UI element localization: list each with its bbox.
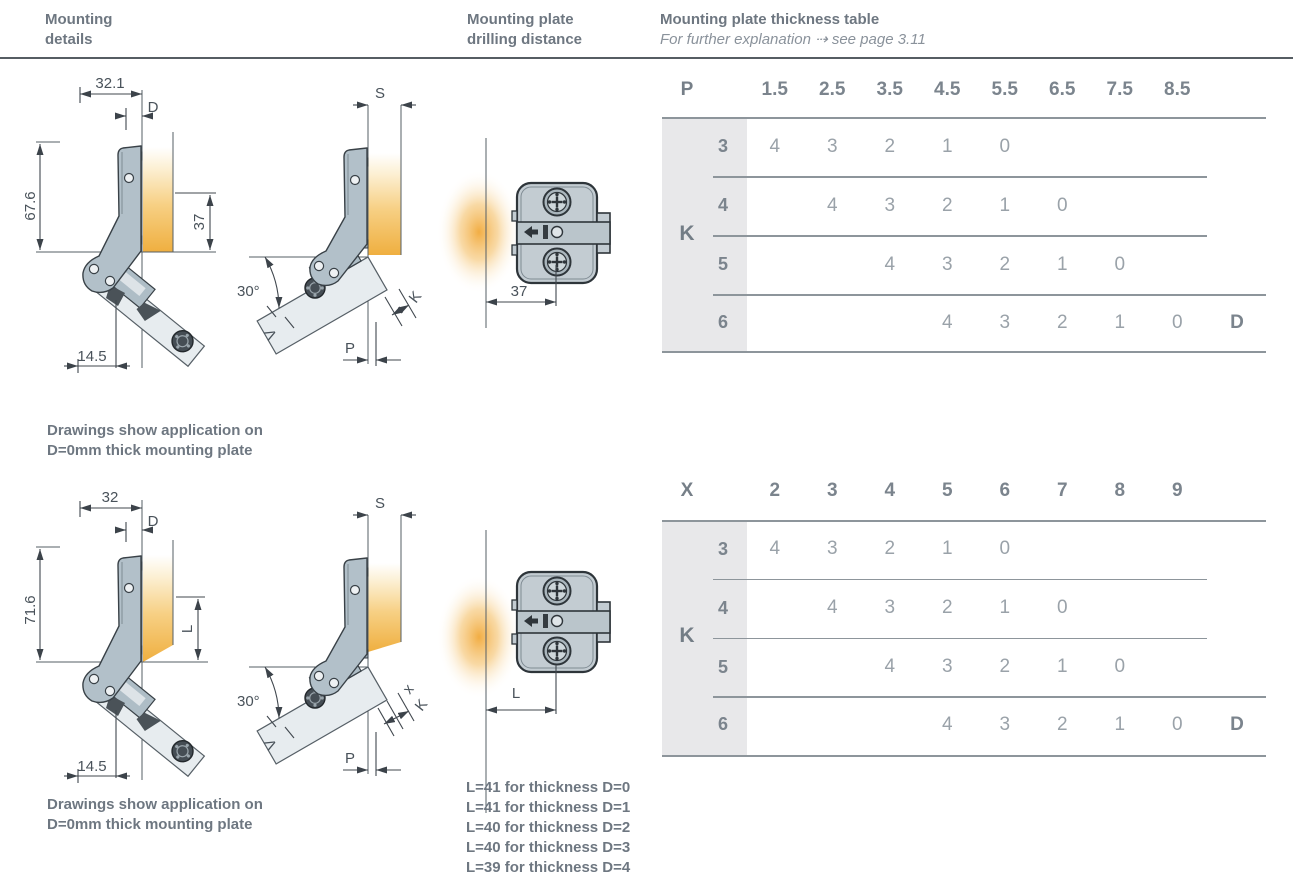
dim-k-label: K: [411, 696, 432, 715]
note-line: D=0mm thick mounting plate: [47, 442, 253, 459]
table-cell: 3: [999, 714, 1011, 736]
note-line: Drawings show application on: [47, 796, 263, 813]
table-cell: 0: [1171, 714, 1183, 736]
dim-width-label: 32.1: [95, 75, 125, 92]
dim-height-label: 71.6: [22, 595, 39, 625]
table-cell: 4: [769, 136, 781, 157]
table-cell: 1: [1114, 312, 1126, 333]
table-cell: 3: [999, 312, 1011, 333]
table-cell: 0: [1056, 596, 1068, 618]
hinge-front-diagram-top: [22, 70, 235, 380]
row-label: 4: [717, 597, 728, 618]
dim-depth-label: 37: [191, 213, 208, 231]
table-row: [662, 696, 1266, 753]
header-divider: [0, 57, 1293, 59]
mounting-plate-icon: [512, 572, 610, 672]
hinge-front-diagram-bottom: [22, 480, 235, 790]
mounting-plate-diagram-top: [455, 60, 665, 370]
panel-glow: [437, 170, 521, 294]
note-line: D=0mm thick mounting plate: [47, 816, 253, 833]
table-cell: 3: [884, 195, 896, 216]
table-corner-label: P: [680, 79, 694, 100]
row-label: 5: [717, 254, 728, 274]
column-header: 8.5: [1164, 79, 1191, 100]
row-group-label: K: [679, 222, 695, 245]
dim-angle-label: 30°: [237, 283, 260, 300]
dim-width-label: 32: [101, 489, 119, 506]
table-cell: 4: [884, 254, 896, 275]
table-cell: 2: [884, 538, 896, 559]
column-header: 3: [826, 480, 838, 501]
table-row: [662, 579, 1266, 638]
table-cell: 0: [999, 538, 1011, 559]
hinge-icon: [247, 558, 387, 764]
panel-glow: [437, 575, 521, 699]
row-label: 4: [717, 195, 728, 215]
hinge-open-diagram-bottom: [235, 480, 455, 790]
thickness-note-line: L=40 for thickness D=2: [466, 819, 631, 836]
table-cell: 1: [1114, 714, 1126, 736]
table-cell: 2: [999, 254, 1011, 275]
plate-dim-label: 37: [510, 283, 528, 300]
header-title: Mounting plate thickness table: [660, 11, 880, 28]
header-line: Mounting: [45, 11, 113, 28]
cabinet-panel: [368, 153, 401, 255]
table-cell: 2: [884, 136, 896, 157]
table-cell: 4: [941, 312, 953, 333]
dim-angle-label: 30°: [237, 693, 260, 710]
column-header: 5.5: [991, 79, 1018, 100]
row-label: 3: [717, 136, 728, 156]
application-note-bottom: [47, 795, 263, 835]
cabinet-panel: [368, 563, 401, 652]
column-header: 3.5: [876, 79, 903, 100]
table-row: [662, 638, 1266, 697]
table-cell: 3: [884, 596, 896, 618]
dim-bottom-label: 14.5: [77, 758, 107, 775]
table-cell: 0: [1056, 195, 1068, 216]
dim-k-label: K: [405, 288, 426, 307]
header-thickness-table: [660, 10, 926, 50]
table-cell: 2: [941, 195, 953, 216]
column-header: 1.5: [761, 79, 788, 100]
column-header: 6.5: [1049, 79, 1076, 100]
row-label: 6: [717, 714, 728, 735]
column-header: 8: [1114, 480, 1126, 501]
table-cell: 1: [941, 136, 953, 157]
dim-v-label: V: [261, 325, 281, 343]
d-column-label: D: [1230, 312, 1244, 333]
table-cell: 4: [941, 714, 953, 736]
table-cell: 2: [941, 596, 953, 618]
thickness-note-line: L=40 for thickness D=3: [466, 839, 631, 856]
thickness-notes: [466, 778, 630, 878]
row-label: 3: [717, 539, 728, 559]
column-header: 4: [884, 480, 896, 501]
table-cell: 3: [826, 538, 838, 559]
table-cell: 1: [1056, 655, 1068, 677]
column-header: 5: [941, 480, 953, 501]
table-cell: 3: [941, 254, 953, 275]
header-subtitle: For further explanation ⇢ see page 3.11: [660, 31, 926, 48]
dim-d-label: D: [147, 513, 159, 530]
dim-p-label: P: [344, 750, 356, 767]
column-header: 7: [1056, 480, 1068, 501]
column-header: 2: [769, 480, 781, 501]
table-cell: 4: [826, 195, 838, 216]
d-column-label: D: [1230, 714, 1244, 736]
dim-x-label: x: [399, 681, 418, 698]
note-line: Drawings show application on: [47, 422, 263, 439]
dim-l-label: L: [179, 624, 196, 634]
row-group-label: K: [679, 624, 695, 647]
table-cell: 0: [1114, 254, 1126, 275]
application-note-top: [47, 421, 263, 461]
header-line: drilling distance: [467, 31, 583, 48]
column-header: 2.5: [819, 79, 846, 100]
dim-height-label: 67.6: [22, 191, 39, 221]
mounting-plate-icon: [512, 183, 610, 283]
table-cell: 2: [1056, 312, 1068, 333]
table-row: [662, 520, 1266, 579]
table-cell: 0: [1171, 312, 1183, 333]
table-row: [662, 117, 1266, 176]
table-row: [662, 176, 1266, 235]
header-mounting-details: [45, 10, 112, 50]
header-line: details: [45, 31, 93, 48]
table-cell: 4: [884, 655, 896, 677]
table-corner-label: X: [680, 480, 694, 501]
dim-bottom-label: 14.5: [77, 348, 107, 365]
dim-p-label: P: [344, 340, 356, 357]
table-cell: 2: [1056, 714, 1068, 736]
cabinet-panel: [143, 555, 173, 662]
table-cell: 3: [941, 655, 953, 677]
table-cell: 1: [941, 538, 953, 559]
table-cell: 0: [1114, 655, 1126, 677]
thickness-note-line: L=39 for thickness D=4: [466, 859, 631, 876]
table-cell: 4: [769, 538, 781, 559]
column-header: 4.5: [934, 79, 961, 100]
table-rule: [662, 755, 1266, 757]
table-header-row: [662, 73, 1266, 107]
row-label: 6: [717, 312, 728, 332]
header-line: Mounting plate: [467, 11, 574, 28]
thickness-table-x: [662, 462, 1266, 757]
table-cell: 1: [1056, 254, 1068, 275]
table-row: [662, 294, 1266, 351]
table-cell: 4: [826, 596, 838, 618]
column-header: 9: [1171, 480, 1183, 501]
row-label: 5: [717, 656, 728, 677]
table-cell: 0: [999, 136, 1011, 157]
thickness-note-line: L=41 for thickness D=0: [466, 779, 631, 796]
plate-dim-label: L: [511, 685, 521, 702]
column-header: 7.5: [1106, 79, 1133, 100]
column-header: 6: [999, 480, 1011, 501]
cabinet-panel: [143, 147, 173, 252]
hinge-icon: [247, 148, 387, 354]
dim-s-label: S: [374, 495, 386, 512]
table-cell: 3: [826, 136, 838, 157]
hinge-open-diagram-top: [235, 70, 455, 380]
thickness-note-line: L=41 for thickness D=1: [466, 799, 631, 816]
dim-s-label: S: [374, 85, 386, 102]
table-cell: 2: [999, 655, 1011, 677]
dim-d-label: D: [147, 99, 159, 116]
table-cell: 1: [999, 195, 1011, 216]
table-header-row: [662, 474, 1266, 508]
table-cell: 1: [999, 596, 1011, 618]
table-row: [662, 235, 1266, 294]
header-drilling-distance: [467, 10, 582, 50]
dim-v-label: V: [261, 735, 281, 753]
table-rule: [662, 351, 1266, 353]
thickness-table-p: [662, 75, 1266, 353]
